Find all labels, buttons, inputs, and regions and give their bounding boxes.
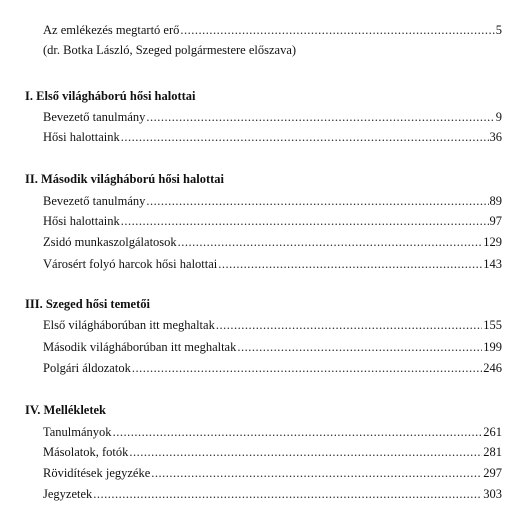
- toc-dot-leader: [93, 486, 482, 502]
- toc-entry[interactable]: [43, 109, 502, 125]
- toc-entry-page: 261: [483, 425, 502, 439]
- toc-entry[interactable]: [43, 213, 502, 229]
- section-heading-4: IV. Mellékletek: [25, 403, 107, 417]
- toc-entry-title: Másolatok, fotók: [43, 445, 129, 459]
- toc-dot-leader: [129, 444, 482, 460]
- toc-intro-note: (dr. Botka László, Szeged polgármestere előszava): [43, 43, 297, 57]
- toc-dot-leader: [218, 256, 482, 272]
- toc-entry-title: Második világháborúban itt meghaltak: [43, 340, 237, 354]
- toc-entry-title: Városért folyó harcok hősi halottai: [43, 257, 218, 271]
- toc-entry-title: Első világháborúban itt meghaltak: [43, 318, 215, 332]
- toc-dot-leader: [113, 424, 483, 440]
- toc-entry[interactable]: [43, 424, 502, 440]
- section-heading-1: I. Első világháború hősi halottai: [25, 89, 196, 103]
- toc-entry-page: 143: [483, 257, 502, 271]
- toc-entry-title: Az emlékezés megtartó erő: [43, 23, 180, 37]
- toc-dot-leader: [132, 360, 482, 376]
- toc-entry[interactable]: [43, 444, 502, 460]
- toc-entry-title: Hősi halottaink: [43, 214, 120, 228]
- toc-dot-leader: [146, 109, 494, 125]
- toc-entry[interactable]: [43, 465, 502, 481]
- toc-dot-leader: [178, 234, 483, 250]
- toc-entry-page: 5: [495, 23, 502, 37]
- toc-entry[interactable]: [43, 193, 502, 209]
- toc-entry-page: 303: [483, 487, 502, 501]
- toc-dot-leader: [151, 465, 482, 481]
- toc-entry-page: 199: [483, 340, 502, 354]
- toc-entry-page: 246: [483, 361, 502, 375]
- toc-dot-leader: [237, 339, 482, 355]
- toc-entry[interactable]: [43, 129, 502, 145]
- toc-entry-page: 97: [489, 214, 502, 228]
- toc-entry-page: 155: [483, 318, 502, 332]
- toc-entry-page: 297: [483, 466, 502, 480]
- toc-entry-title: Polgári áldozatok: [43, 361, 131, 375]
- toc-dot-leader: [121, 129, 489, 145]
- toc-entry[interactable]: [43, 486, 502, 502]
- toc-entry-title: Jegyzetek: [43, 487, 93, 501]
- toc-entry-title: Bevezető tanulmány: [43, 110, 146, 124]
- toc-dot-leader: [146, 193, 488, 209]
- toc-entry[interactable]: [43, 360, 502, 376]
- toc-dot-leader: [180, 22, 494, 38]
- toc-entry-title: Bevezető tanulmány: [43, 194, 146, 208]
- toc-entry-page: 89: [489, 194, 502, 208]
- toc-entry-page: 36: [489, 130, 502, 144]
- section-heading-2: II. Második világháború hősi halottai: [25, 172, 225, 186]
- toc-dot-leader: [216, 317, 482, 333]
- toc-entry[interactable]: [43, 234, 502, 250]
- toc-entry-page: 129: [483, 235, 502, 249]
- toc-entry-page: 281: [483, 445, 502, 459]
- toc-dot-leader: [121, 213, 489, 229]
- toc-entry-page: 9: [495, 110, 502, 124]
- toc-entry-intro[interactable]: [43, 22, 502, 38]
- toc-entry-title: Hősi halottaink: [43, 130, 120, 144]
- toc-entry[interactable]: [43, 339, 502, 355]
- toc-entry-title: Zsidó munkaszolgálatosok: [43, 235, 177, 249]
- toc-entry-title: Rövidítések jegyzéke: [43, 466, 151, 480]
- toc-entry[interactable]: [43, 317, 502, 333]
- toc-entry[interactable]: [43, 256, 502, 272]
- toc-entry-title: Tanulmányok: [43, 425, 112, 439]
- section-heading-3: III. Szeged hősi temetői: [25, 297, 150, 311]
